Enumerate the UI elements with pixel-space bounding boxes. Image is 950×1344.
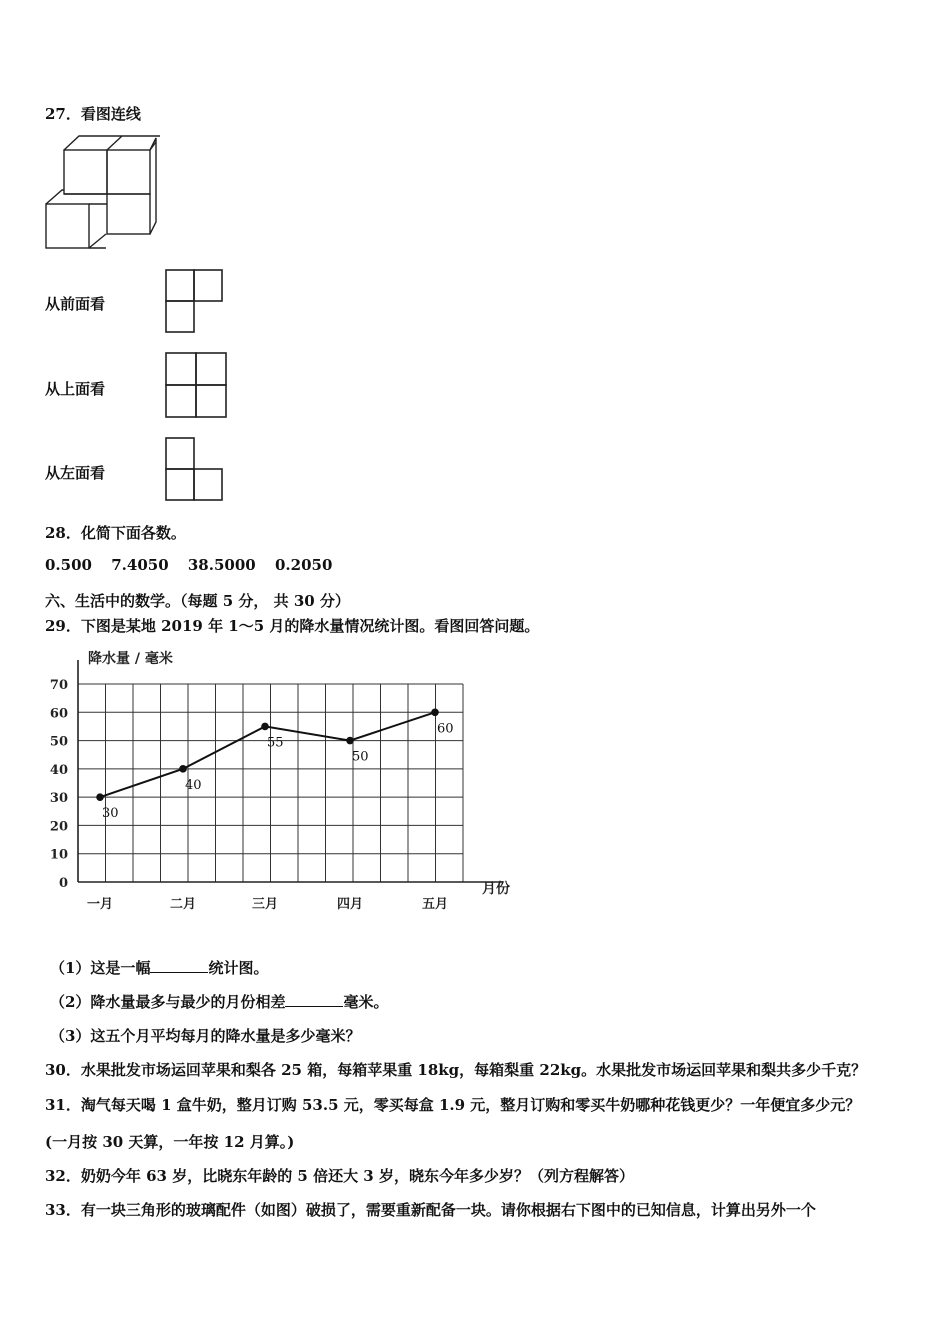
data-label: 60 [437,721,454,737]
top-view-figure [164,351,228,419]
front-view-figure [164,268,224,334]
rainfall-line-chart [40,645,520,915]
q29-sub1-suffix: 统计图。 [208,959,269,977]
data-point [96,793,104,801]
y-tick-label: 60 [49,706,68,722]
q29-sub2-prefix: （2）降水量最多与最少的月份相差 [50,993,286,1011]
x-tick-label: 四月 [336,897,364,912]
q29-sub3: （3）这五个月平均每月的降水量是多少毫米？ [50,1027,361,1045]
number-item: 38.5000 [187,556,256,574]
q32-text: 32．奶奶今年 63 岁，比晓东年龄的 5 倍还大 3 岁，晓东今年多少岁？（列方程解答） [45,1167,634,1185]
x-tick-labels [87,897,448,912]
x-tick-label: 一月 [86,897,114,912]
view-left-label: 从左面看 [45,464,106,482]
left-view-figure [164,436,226,502]
x-tick-label: 三月 [251,897,279,912]
section-6-title: 六、生活中的数学。（每题 5 分， 共 30 分） [45,592,350,610]
data-point [179,765,187,773]
y-tick-label: 50 [49,734,68,750]
y-axis-label: 降水量 / 毫米 [88,651,173,667]
y-tick-label: 70 [49,678,68,693]
y-tick-label: 0 [58,876,68,891]
data-label: 30 [102,806,119,822]
y-tick-label: 30 [49,791,68,807]
q29-sub1-prefix: （1）这是一幅 [50,959,151,977]
q31-note: (一月按 30 天算，一年按 12 月算。) [45,1133,295,1151]
y-tick-label: 10 [49,847,68,863]
q27-title: 27．看图连线 [45,105,141,123]
chart-axes [78,660,503,882]
number-item: 0.500 [45,556,92,574]
y-tick-label: 20 [49,819,68,835]
data-point [431,708,439,716]
y-tick-labels [50,678,68,891]
data-label: 40 [185,777,202,793]
x-axis-label: 月份 [482,881,510,897]
data-point [346,737,354,745]
q29-title: 29．下图是某地 2019 年 1～5 月的降水量情况统计图。看图回答问题。 [45,617,540,635]
cube-stack-figure [44,134,160,252]
q28-numbers [45,556,332,574]
answer-blank[interactable] [150,958,208,973]
data-label: 50 [352,749,369,765]
q29-sub1 [50,957,268,978]
view-front-label: 从前面看 [45,295,106,313]
view-top-label: 从上面看 [45,380,106,398]
answer-blank[interactable] [285,992,343,1007]
q29-sub2 [50,991,388,1012]
q28-title: 28．化简下面各数。 [45,524,186,542]
q31-text: 31．淘气每天喝 1 盒牛奶，整月订购 53.5 元，零买每盒 1.9 元，整月订购和零买牛奶哪种花钱更少？一年便宜多少元？ [45,1096,861,1114]
q29-sub2-suffix: 毫米。 [343,993,389,1011]
series-rainfall [96,708,453,821]
x-tick-label: 二月 [169,897,197,912]
y-tick-label: 40 [49,762,68,778]
number-item: 0.2050 [274,556,333,574]
x-tick-label: 五月 [421,897,449,912]
data-label: 55 [267,735,284,751]
q33-text: 33．有一块三角形的玻璃配件（如图）破损了，需要重新配备一块。请你根据右下图中的已知信息，计算出另外一个 [45,1201,816,1219]
data-point [261,723,269,731]
chart-grid [78,684,463,882]
number-item: 7.4050 [111,556,169,574]
q30-text: 30．水果批发市场运回苹果和梨各 25 箱，每箱苹果重 18kg，每箱梨重 22kg。水果批发市场运回苹果和梨共多少千克？ [45,1061,867,1079]
